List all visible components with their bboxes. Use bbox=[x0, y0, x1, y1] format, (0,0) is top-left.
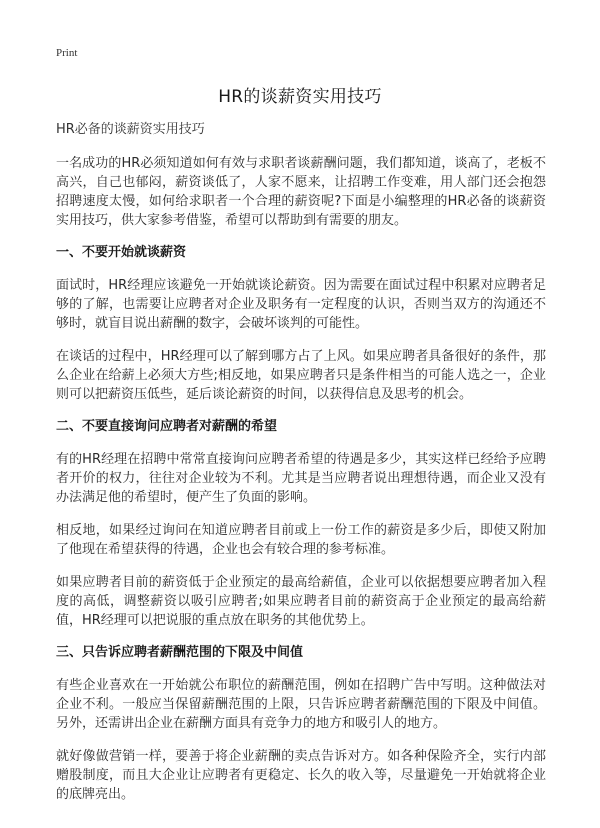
section-3-paragraph-2: 就好像做营销一样，要善于将企业薪酬的卖点告诉对方。如各种保险齐全，实行内部赠股制度，而且大企业让应聘者有更稳定、长久的收入等，尽量避免一开始就将企业的底牌亮出。 bbox=[56, 749, 546, 802]
intro-paragraph: 一名成功的HR必须知道如何有效与求职者谈薪酬问题，我们都知道，谈高了，老板不高兴，自己也郁闷，薪资谈低了，人家不愿来，让招聘工作变难，用人部门还会抱怨招聘速度太慢，如何给求职者一个合理的薪资呢?下面是小编整理的HR必备的谈薪资实用技巧，供大家参考借鉴，希望可以帮助到有需要的朋友。 bbox=[56, 156, 546, 228]
print-label[interactable]: Print bbox=[56, 47, 78, 59]
section-2-paragraph-1: 有的HR经理在招聘中常常直接询问应聘者希望的待遇是多少，其实这样已经给予应聘者开价的权力，往往对企业较为不利。尤其是当应聘者说出理想待遇，而企业又没有办法满足他的希望时，便产生了负面的影响。 bbox=[56, 452, 546, 505]
section-1-paragraph-2: 在谈话的过程中，HR经理可以了解到哪方占了上风。如果应聘者具备很好的条件，那么企业在给薪上必须大方些;相反地，如果应聘者只是条件相当的可能人选之一，企业则可以把薪资压低些，延后谈论薪资的时间，以获得信息及思考的机会。 bbox=[56, 349, 546, 402]
section-3-paragraph-1: 有些企业喜欢在一开始就公布职位的薪酬范围，例如在招聘广告中写明。这种做法对企业不利。一般应当保留薪酬范围的上限，只告诉应聘者薪酬范围的下限及中间值。另外，还需讲出企业在薪酬方面具有竞争力的地方和吸引人的地方。 bbox=[56, 678, 546, 731]
section-1-heading: 一、不要开始就谈薪资 bbox=[56, 245, 187, 260]
section-2-paragraph-3: 如果应聘者目前的薪资低于企业预定的最高给薪值，企业可以依据想要应聘者加入程度的高低，调整薪资以吸引应聘者;如果应聘者目前的薪资高于企业预定的最高给薪值，HR经理可以把说服的重点放在职务的其他优势上。 bbox=[56, 575, 546, 628]
section-2-paragraph-2: 相反地，如果经过询问在知道应聘者目前或上一份工作的薪资是多少后，即使又附加了他现在希望获得的待遇，企业也会有较合理的参考标准。 bbox=[56, 523, 546, 557]
section-2-heading: 二、不要直接询问应聘者对薪酬的希望 bbox=[56, 419, 278, 434]
section-3-heading: 三、只告诉应聘者薪酬范围的下限及中间值 bbox=[56, 645, 304, 660]
document-subtitle: HR必备的谈薪资实用技巧 bbox=[56, 122, 205, 137]
document-body bbox=[56, 121, 546, 818]
section-1-paragraph-1: 面试时，HR经理应该避免一开始就谈论薪资。因为需要在面试过程中积累对应聘者足够的了解，也需要让应聘者对企业及职务有一定程度的认识，否则当双方的沟通还不够时，就盲目说出薪酬的数字，会破坏谈判的可能性。 bbox=[56, 278, 546, 331]
document-title: HR的谈薪资实用技巧 bbox=[218, 87, 382, 107]
